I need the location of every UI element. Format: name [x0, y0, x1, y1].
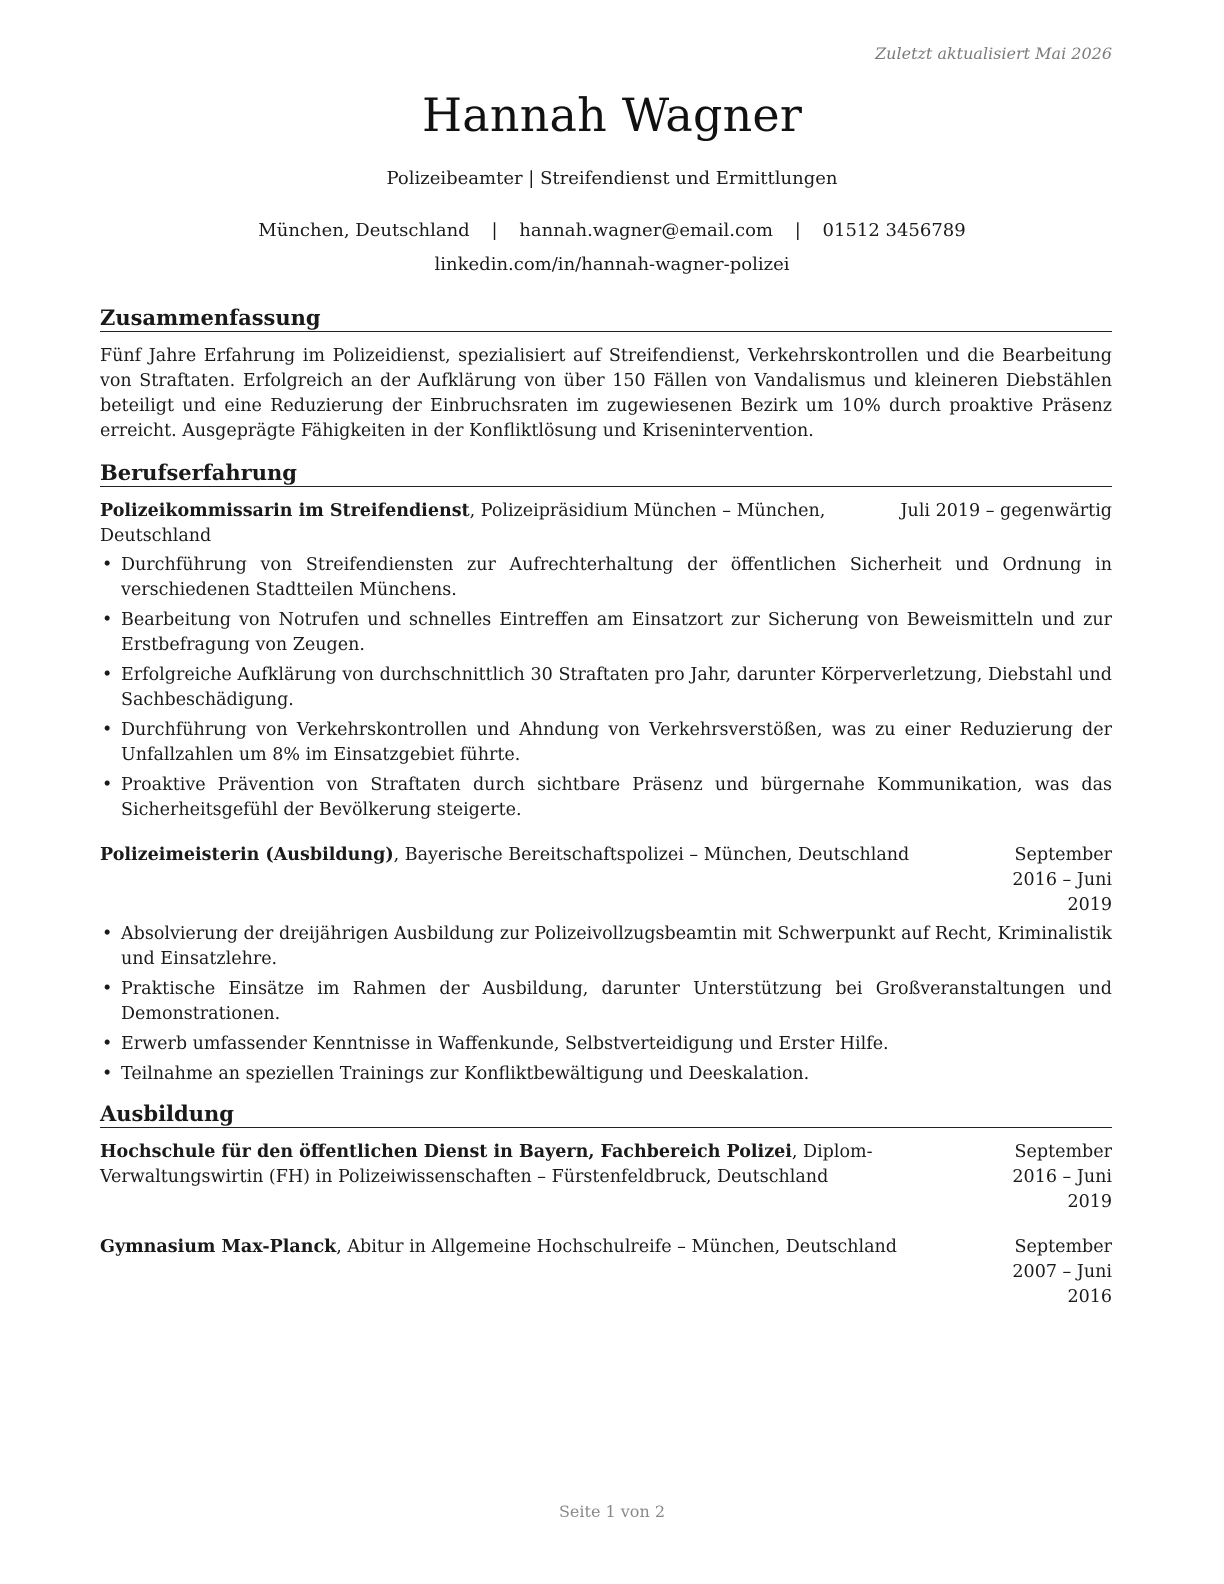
contact-email[interactable]: hannah.wagner@email.com: [519, 220, 773, 241]
job-title: Polizeikommissarin im Streifendienst: [100, 501, 470, 521]
list-item: • Erwerb umfassender Kenntnisse in Waffenkunde, Selbstverteidigung und Erster Hilfe.: [100, 1032, 1112, 1057]
list-item: • Teilnahme an speziellen Trainings zur Konfliktbewältigung und Deeskalation.: [100, 1062, 1112, 1087]
summary-text: Fünf Jahre Erfahrung im Polizeidienst, spezialisiert auf Streifendienst, Verkehrskontrollen und die Bearbeitung von Straftaten. Erfolgreich an der Aufklärung von über 150 Fällen von Vandalismus und kleineren Diebstählen beteiligt und eine Reduzierung der Einbruchsraten im zugewiesenen Bezirk um 10% durch proaktive Präsenz erreicht. Ausgeprägte Fähigkeiten in der Konfliktlösung und Krisenintervention.: [100, 346, 1112, 441]
section-title-experience: Berufserfahrung: [100, 460, 1112, 487]
job-title: Polizeimeisterin (Ausbildung): [100, 845, 394, 865]
degree-info: , Diplom-Verwaltungswirtin (FH) in Polizeiwissenschaften – Fürstenfeldbruck, Deutschland: [100, 1142, 873, 1187]
degree-info: , Abitur in Allgemeine Hochschulreife – München, Deutschland: [336, 1237, 897, 1257]
entry-header: [100, 843, 1112, 918]
list-item: • Absolvierung der dreijährigen Ausbildung zur Polizeivollzugsbeamtin mit Schwerpunkt auf Recht, Kriminalistik und Einsatzlehre.: [100, 922, 1112, 972]
entry-header: [100, 499, 1112, 549]
job-employer: , Polizeipräsidium München – München, Deutschland: [100, 501, 826, 546]
bullet-list: [100, 922, 1112, 1087]
entry-heading: [100, 1140, 972, 1215]
list-item: • Bearbeitung von Notrufen und schnelles Eintreffen am Einsatzort zur Sicherung von Beweismitteln und zur Erstbefragung von Zeugen.: [100, 608, 1112, 658]
list-item: • Praktische Einsätze im Rahmen der Ausbildung, darunter Unterstützung bei Großveranstaltungen und Demonstrationen.: [100, 977, 1112, 1027]
list-item: • Proaktive Prävention von Straftaten durch sichtbare Präsenz und bürgernahe Kommunikation, was das Sicherheitsgefühl der Bevölkerung steigerte.: [100, 773, 1112, 823]
list-item: • Durchführung von Streifendiensten zur Aufrechterhaltung der öffentlichen Sicherheit und Ordnung in verschiedenen Stadtteilen Münchens.: [100, 553, 1112, 603]
education-dates: September 2007 – Juni 2016: [1012, 1237, 1112, 1307]
resume-content: [100, 305, 1112, 1324]
entry-header: [100, 1235, 1112, 1310]
contact-line: [0, 220, 1224, 241]
candidate-name: Hannah Wagner: [421, 88, 803, 142]
section-title-summary: Zusammenfassung: [100, 305, 1112, 332]
experience-entry: [100, 843, 1112, 1087]
list-item: • Erfolgreiche Aufklärung von durchschnittlich 30 Straftaten pro Jahr, darunter Körperverletzung, Diebstahl und Sachbeschädigung.: [100, 663, 1112, 713]
entry-heading: [100, 843, 972, 918]
contact-separator: |: [794, 220, 801, 241]
contact-separator: |: [491, 220, 498, 241]
contact-location: München, Deutschland: [258, 220, 470, 241]
entry-header: [100, 1140, 1112, 1215]
headline: Polizeibeamter | Streifendienst und Ermittlungen: [386, 168, 838, 189]
school-name: Gymnasium Max-Planck: [100, 1237, 337, 1257]
job-employer: , Bayerische Bereitschaftspolizei – München, Deutschland: [393, 845, 910, 865]
entry-heading: [100, 499, 901, 549]
education-entry: [100, 1140, 1112, 1215]
job-dates: September 2016 – Juni 2019: [1012, 845, 1112, 915]
contact-linkedin[interactable]: linkedin.com/in/hannah-wagner-polizei: [434, 254, 790, 275]
entry-heading: [100, 1235, 972, 1310]
education-entry: [100, 1235, 1112, 1310]
school-name: Hochschule für den öffentlichen Dienst in Bayern, Fachbereich Polizei: [100, 1142, 792, 1162]
last-updated-note: Zuletzt aktualisiert Mai 2026: [875, 44, 1112, 63]
experience-entry: [100, 499, 1112, 823]
job-dates: Juli 2019 – gegenwärtig: [900, 501, 1112, 521]
section-title-education: Ausbildung: [100, 1101, 1112, 1128]
list-item: • Durchführung von Verkehrskontrollen und Ahndung von Verkehrsverstößen, was zu einer Reduzierung der Unfallzahlen um 8% im Einsatzgebiet führte.: [100, 718, 1112, 768]
page-number: Seite 1 von 2: [558, 1502, 666, 1521]
contact-phone: 01512 3456789: [822, 220, 966, 241]
education-dates: September 2016 – Juni 2019: [1012, 1142, 1112, 1212]
bullet-list: [100, 553, 1112, 823]
